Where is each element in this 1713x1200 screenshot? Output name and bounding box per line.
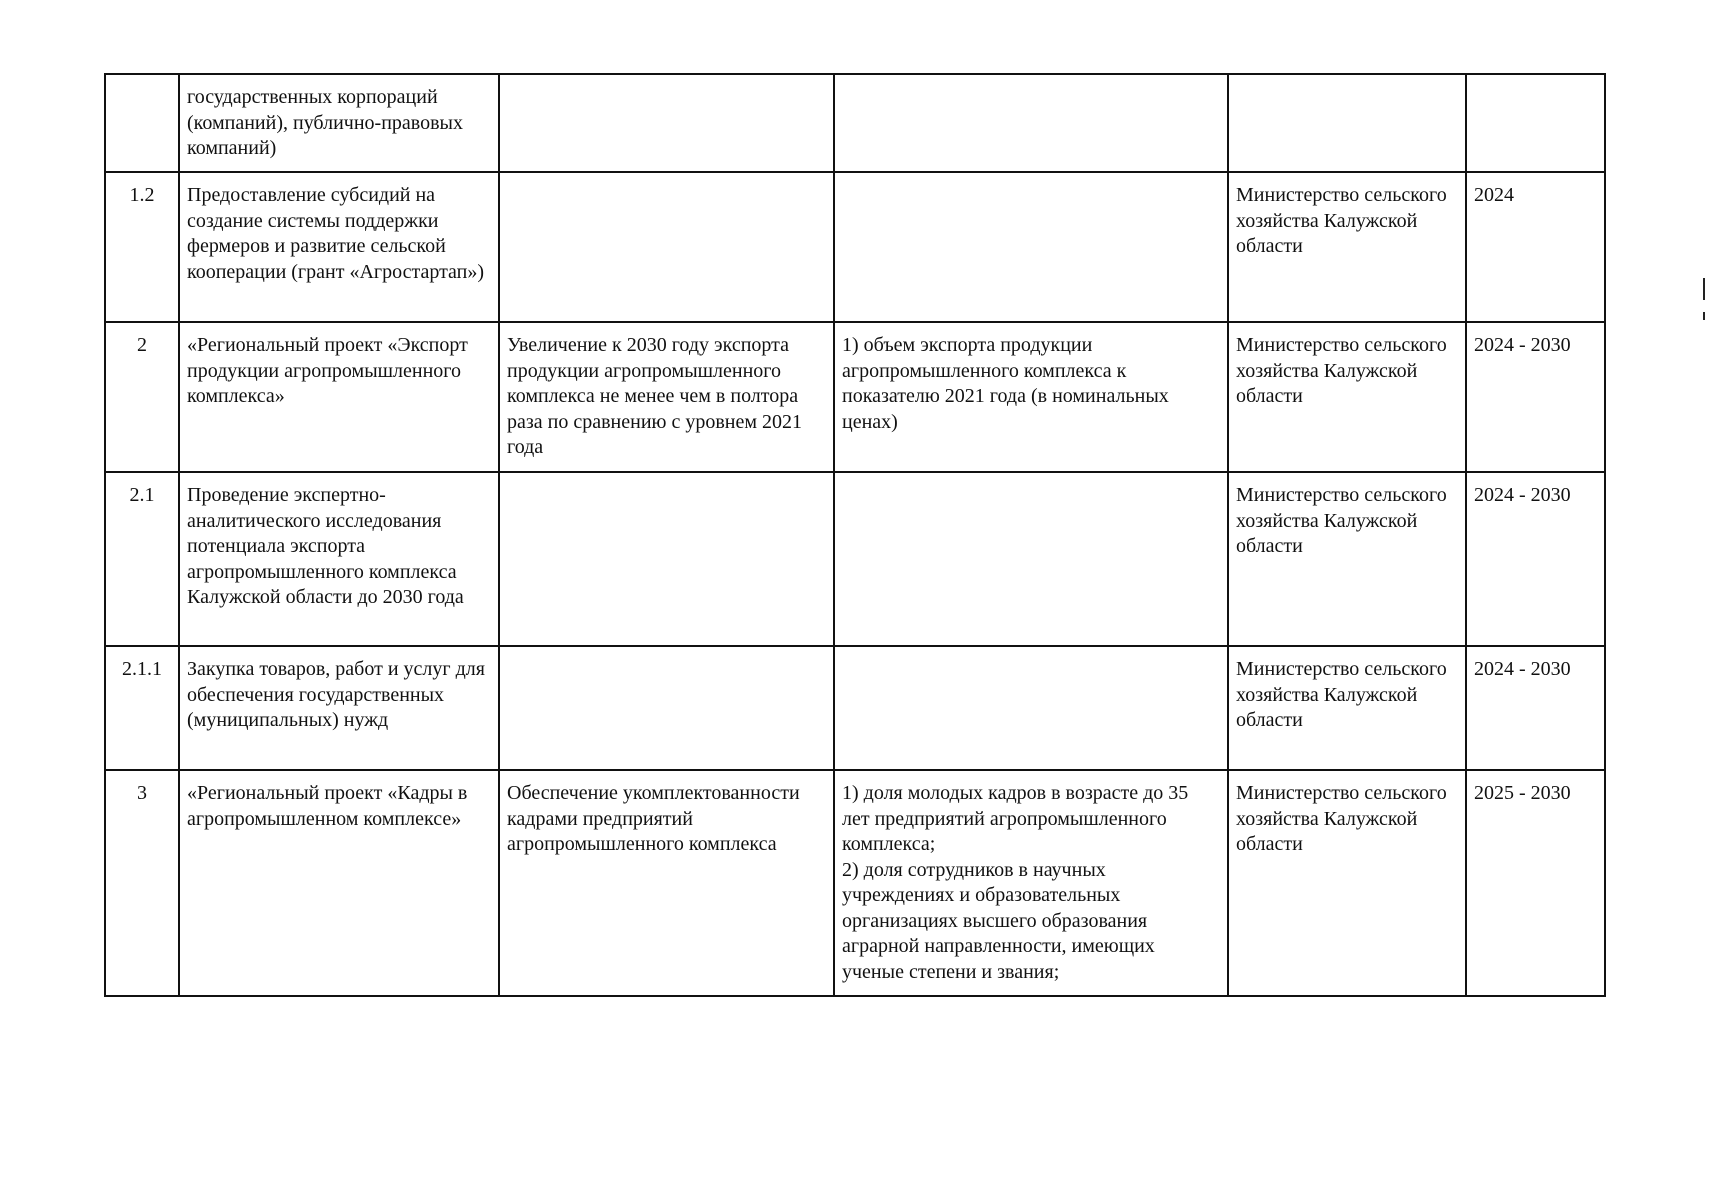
implementation-period: 2024 - 2030	[1466, 472, 1605, 646]
responsible-body: Министерство сельского хозяйства Калужской области	[1228, 322, 1466, 472]
row-number: 1.2	[105, 172, 179, 322]
scan-edge-mark	[1703, 278, 1705, 300]
row-number: 2.1.1	[105, 646, 179, 770]
activities-table	[104, 73, 1606, 997]
activity-indicators	[834, 646, 1228, 770]
activity-name: «Региональный проект «Экспорт продукции агропромышленного комплекса»	[179, 322, 499, 472]
responsible-body: Министерство сельского хозяйства Калужской области	[1228, 172, 1466, 322]
activity-name: государственных корпораций (компаний), публично-правовых компаний)	[179, 74, 499, 172]
activity-indicators	[834, 172, 1228, 322]
activity-name: Проведение экспертно-аналитического исследования потенциала экспорта агропромышленного комплекса Калужской области до 2030 года	[179, 472, 499, 646]
responsible-body: Министерство сельского хозяйства Калужской области	[1228, 646, 1466, 770]
activity-indicators	[834, 472, 1228, 646]
activity-name: Предоставление субсидий на создание системы поддержки фермеров и развитие сельской кооперации (грант «Агростартап»)	[179, 172, 499, 322]
activity-name: «Региональный проект «Кадры в агропромышленном комплексе»	[179, 770, 499, 996]
responsible-body	[1228, 74, 1466, 172]
implementation-period: 2024 - 2030	[1466, 646, 1605, 770]
table-row	[105, 472, 1605, 646]
activity-indicators: 1) объем экспорта продукции агропромышленного комплекса к показателю 2021 года (в номинальных ценах)	[834, 322, 1228, 472]
responsible-body: Министерство сельского хозяйства Калужской области	[1228, 472, 1466, 646]
responsible-body: Министерство сельского хозяйства Калужской области	[1228, 770, 1466, 996]
row-number: 3	[105, 770, 179, 996]
table-row	[105, 172, 1605, 322]
row-number: 2	[105, 322, 179, 472]
activity-goal: Обеспечение укомплектованности кадрами предприятий агропромышленного комплекса	[499, 770, 834, 996]
activity-goal	[499, 472, 834, 646]
table-row	[105, 770, 1605, 996]
activity-goal	[499, 172, 834, 322]
activity-indicators	[834, 74, 1228, 172]
table-row	[105, 74, 1605, 172]
scan-edge-mark	[1703, 312, 1705, 320]
implementation-period: 2024	[1466, 172, 1605, 322]
activity-name: Закупка товаров, работ и услуг для обеспечения государственных (муниципальных) нужд	[179, 646, 499, 770]
activity-indicators: 1) доля молодых кадров в возрасте до 35 лет предприятий агропромышленного комплекса; 2) доля сотрудников в научных учреждениях и образовательных организациях высшего образования аграрной направленности, имеющих ученые степени и звания;	[834, 770, 1228, 996]
table-row	[105, 322, 1605, 472]
activity-goal: Увеличение к 2030 году экспорта продукции агропромышленного комплекса не менее чем в полтора раза по сравнению с уровнем 2021 года	[499, 322, 834, 472]
activity-goal	[499, 74, 834, 172]
row-number: 2.1	[105, 472, 179, 646]
table-row	[105, 646, 1605, 770]
activity-goal	[499, 646, 834, 770]
implementation-period: 2025 - 2030	[1466, 770, 1605, 996]
implementation-period: 2024 - 2030	[1466, 322, 1605, 472]
implementation-period	[1466, 74, 1605, 172]
row-number	[105, 74, 179, 172]
